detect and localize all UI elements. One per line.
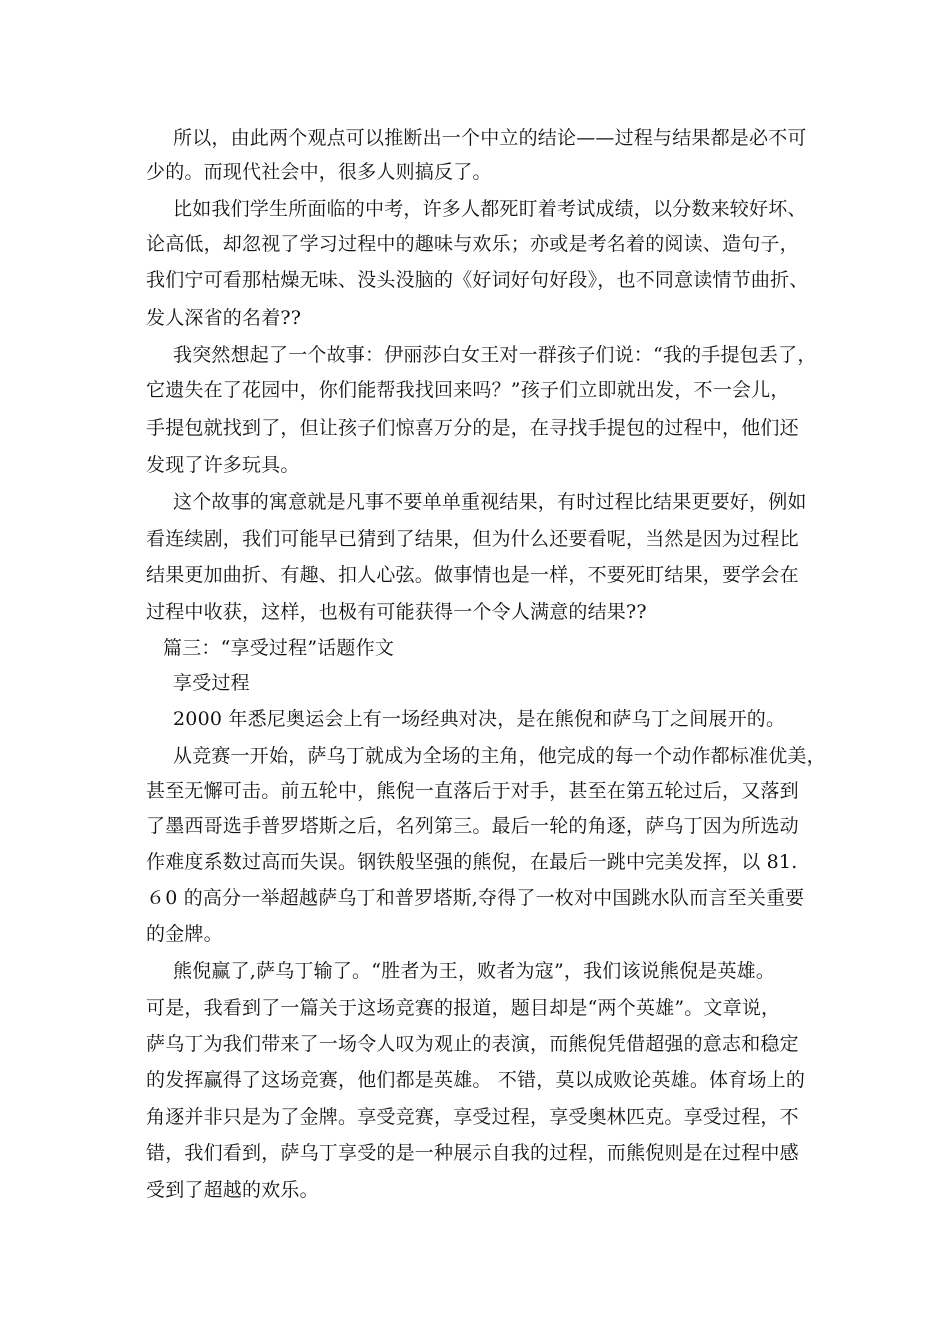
text-line: 看连续剧，我们可能早已猜到了结果，但为什么还要看呢，当然是因为过程比 (146, 528, 799, 550)
text-line: 发人深省的名着?? (146, 307, 302, 329)
text-line: 受到了超越的欢乐。 (146, 1179, 319, 1201)
text-line: 它遗失在了花园中，你们能帮我找回来吗？”孩子们立即就出发，不一会儿， (146, 379, 790, 401)
essay-title: 享受过程 (173, 672, 250, 694)
text-line: 这个故事的寓意就是凡事不要单单重视结果，有时过程比结果更要好，例如 (173, 491, 807, 513)
text-line: 论高低，却忽视了学习过程中的趣味与欢乐；亦或是考名着的阅读、造句子， (146, 233, 799, 255)
text-line: 作难度系数过高而失误。钢铁般坚强的熊倪，在最后一跳中完美发挥，以 81. (146, 851, 798, 873)
text-line: ６0 的高分一举超越萨乌丁和普罗塔斯,夺得了一枚对中国跳水队而言至关重要 (146, 887, 805, 909)
text-line: 可是，我看到了一篇关于这场竞赛的报道，题目却是“两个英雄”。文章说， (146, 997, 781, 1019)
text-line: 熊倪赢了,萨乌丁输了。“胜者为王，败者为寇”，我们该说熊倪是英雄。 (173, 960, 776, 982)
text-line: 的金牌。 (146, 923, 223, 945)
text-line: 少的。而现代社会中，很多人则搞反了。 (146, 161, 492, 183)
text-line: 的发挥赢得了这场竞赛，他们都是英雄。 不错，莫以成败论英雄。体育场上的 (146, 1069, 806, 1091)
text-line: 我突然想起了一个故事：伊丽莎白女王对一群孩子们说：“我的手提包丢了， (173, 344, 817, 366)
text-line: 所以，由此两个观点可以推断出一个中立的结论——过程与结果都是必不可 (173, 127, 807, 149)
text-line: 错，我们看到，萨乌丁享受的是一种展示自我的过程，而熊倪则是在过程中感 (146, 1142, 799, 1164)
text-line: 结果更加曲折、有趣、扣人心弦。做事情也是一样，不要死盯结果，要学会在 (146, 564, 799, 586)
section-heading: 篇三：“享受过程”话题作文 (163, 637, 395, 659)
text-line: 比如我们学生所面临的中考，许多人都死盯着考试成绩，以分数来较好坏、 (173, 198, 807, 220)
text-line: 从竞赛一开始，萨乌丁就成为全场的主角，他完成的每一个动作都标准优美， (173, 745, 826, 767)
text-line: 过程中收获，这样，也极有可能获得一个令人满意的结果?? (146, 601, 647, 623)
text-line: 角逐并非只是为了金牌。享受竞赛，享受过程，享受奥林匹克。享受过程，不 (146, 1106, 799, 1128)
text-line: 了墨西哥选手普罗塔斯之后，名列第三。最后一轮的角逐，萨乌丁因为所选动 (146, 815, 799, 837)
text-line: 我们宁可看那枯燥无味、没头没脑的《好词好句好段》，也不同意读情节曲折、 (146, 269, 809, 291)
text-line: 甚至无懈可击。前五轮中，熊倪一直落后于对手，甚至在第五轮过后，又落到 (146, 780, 799, 802)
text-line: 萨乌丁为我们带来了一场令人叹为观止的表演，而熊倪凭借超强的意志和稳定 (146, 1033, 799, 1055)
text-line: 发现了许多玩具。 (146, 454, 300, 476)
text-line: 手提包就找到了，但让孩子们惊喜万分的是，在寻找手提包的过程中，他们还 (146, 417, 799, 439)
text-line: 2000 年悉尼奥运会上有一场经典对决，是在熊倪和萨乌丁之间展开的。 (173, 708, 786, 730)
